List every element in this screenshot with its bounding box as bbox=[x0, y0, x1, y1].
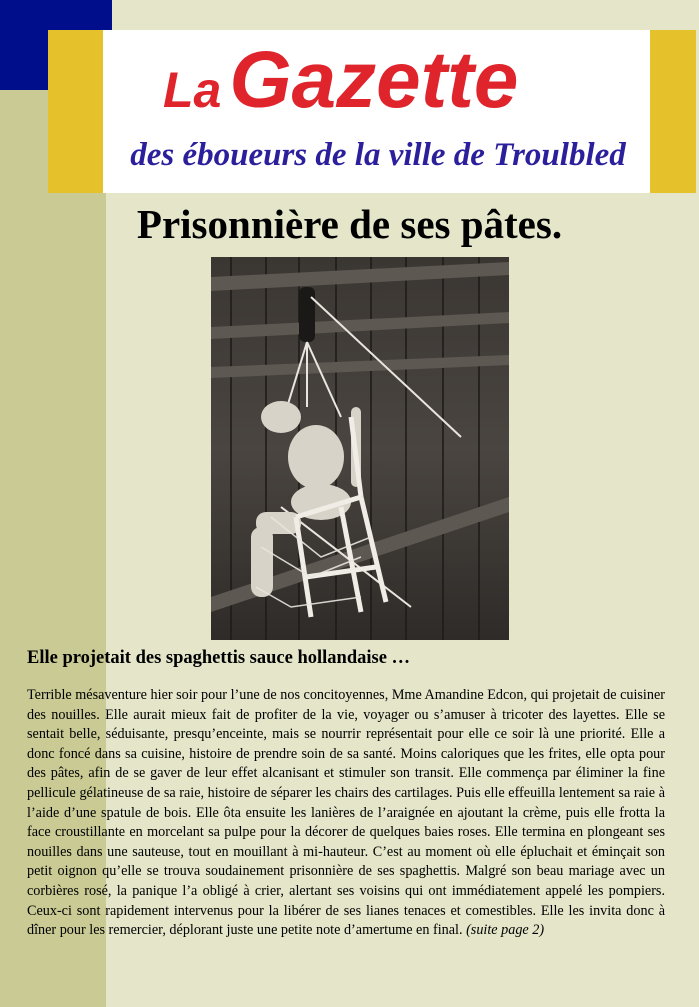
article-subheadline: Elle projetait des spaghettis sauce hollandaise … bbox=[27, 648, 411, 668]
article-headline: Prisonnière de ses pâtes. bbox=[136, 201, 563, 247]
article-body bbox=[27, 686, 665, 941]
newspaper-title-la: La bbox=[163, 62, 222, 118]
newspaper-title-gazette: Gazette bbox=[229, 35, 519, 124]
bound-woman-on-chair-photo bbox=[211, 257, 509, 640]
article-body-text: Terrible mésaventure hier soir pour l’une de nos concitoyennes, Mme Amandine Edcon, qui projetait de cuisiner des nouilles. Elle aurait mieux fait de profiter de la vie, voyager ou s’amuser à tricoter des layettes. Elle se sentait belle, séduisante, presqu’enceinte, mais se nourrir représentait pour elle ce soir là une priorité. Elle a donc foncé dans sa cuisine, histoire de prendre soin de sa santé. Moins caloriques que les frites, elle opta pour des pâtes, afin de se gaver de leur effet alcanisant et stimuler son transit. Elle commença par éliminer la fine pellicule gélatineuse de sa raie, histoire de séparer les chairs des cartilages. Puis elle effeuilla lentement sa raie à l’aide d’une spatule de bois. Elle ôta ensuite les lanières de l’araignée en ajoutant la crème, puis elle frotta la face croustillante en morcelant sa pulpe pour la décorer de quelques baies roses. Elle termina en plongeant ses nouilles dans une sauteuse, tout en mouillant à mi-hauteur. C’est au moment où elle épluchait et éminçait son petit oignon qu’elle se trouva soudainement prisonnière de ses spaghettis. Malgré son beau mariage avec un corbières rosé, la panique l’a obligé à crier, alertant ses voisins qui ont immédiatement appelé les pompiers. Ceux-ci sont rapidement intervenus pour la libérer de ses lianes tenaces et comestibles. Elle les invita donc à dîner pour les remercier, déplorant juste une petite note d’amertume en final. bbox=[27, 687, 665, 939]
newspaper-subtitle: des éboueurs de la ville de Troulbled bbox=[130, 137, 626, 173]
continued-link[interactable]: (suite page 2) bbox=[466, 922, 545, 939]
newspaper-title bbox=[163, 35, 623, 124]
masthead-banner bbox=[48, 30, 696, 193]
